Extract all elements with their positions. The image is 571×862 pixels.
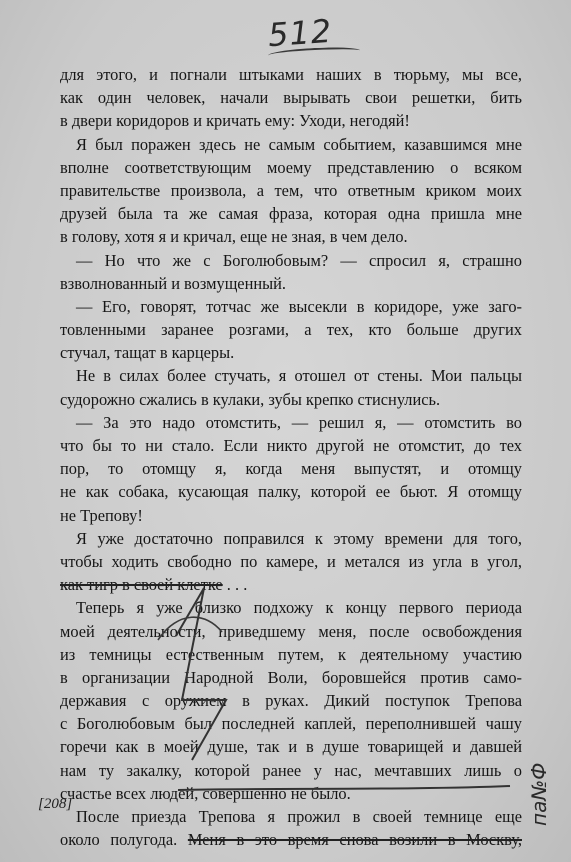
text-line: в двери коридоров и кричать ему: Уходи, негодяй! [60, 111, 410, 131]
struck-through-text: как тигр в своей клетке [60, 575, 223, 595]
text-line: стучал, тащат в карцеры. [60, 343, 235, 363]
text-line: чтобы ходить свободно по камере, и метался из угла в угол, [60, 551, 522, 571]
text-line: После приезда Трепова я прожил в своей темнице еще [76, 807, 522, 826]
handwritten-margin-note: па№Ф [527, 762, 551, 826]
text-line: взволнованный и возмущенный. [60, 273, 287, 293]
text-line: друзей была та же самая фраза, которая одна пришла мне [60, 204, 522, 224]
text-line: товленными заранее розгами, а тех, кто больше других [60, 320, 522, 340]
text-line: в голову, хотя я и кричал, еще не зная, в чем дело. [60, 227, 408, 247]
printed-page-number: [208] [38, 796, 73, 812]
text-line: — За это надо отомстить, — решил я, — отомстить во [76, 412, 522, 432]
text-line-rest: . . . [222, 575, 248, 595]
text-line: из темницы естественным путем, к деятельному участию [60, 644, 522, 664]
text-line: счастье всех людей, совершенно не было. [60, 783, 351, 803]
text-line: в организации Народной Воли, боровшейся против само- [60, 667, 522, 687]
text-line: — Его, говорят, тотчас же высекли в коридоре, уже заго- [76, 296, 522, 316]
text-line: с Боголюбовым был последней каплей, переполнившей чашу [60, 714, 522, 734]
struck-through-text: Меня в это время снова возили в Москву, [187, 830, 522, 850]
text-line [60, 828, 522, 851]
text-line: нам ту закалку, которой ранее у нас, мечтавших лишь о [60, 760, 522, 780]
text-line: Я был поражен здесь не самым событием, казавшимся мне [76, 134, 522, 154]
text-line: не как собака, кусающая палку, которой ее бьют. Я отомщу [60, 482, 522, 502]
text-line: — Но что же с Боголюбовым? — спросил я, страшно [76, 250, 522, 270]
text-line: правительстве произвола, а тем, что ответным криком моих [60, 180, 522, 200]
text-line: моей деятельности, приведшему меня, после освобождения [60, 621, 522, 641]
text-line: не Трепову! [60, 505, 143, 525]
text-line: державия с оружием в руках. Дикий поступок Трепова [60, 691, 522, 711]
text-line: Теперь я уже близко подхожу к концу первого периода [76, 598, 522, 618]
text-line: Я уже достаточно поправился к этому времени для того, [76, 528, 522, 548]
text-line [60, 573, 522, 596]
text-line: горечи как в моей душе, так и в душе товарищей и давшей [60, 737, 522, 757]
text-line: для этого, и погнали штыками наших в тюрьму, мы все, [60, 65, 522, 84]
text-line: Не в силах более стучать, я отошел от стены. Мои пальцы [76, 366, 522, 386]
text-line: вполне соответствующим моему представлению о всяком [60, 157, 522, 177]
text-line-plain: около полугода. [60, 830, 188, 850]
text-line: как один человек, начали вырывать свои решетки, бить [60, 88, 522, 108]
text-line: судорожно сжались в кулаки, зубы крепко стиснулись. [60, 389, 441, 409]
text-line: пор, то отомщу я, когда меня выпустят, и отомщу [60, 459, 522, 479]
body-text [60, 63, 522, 851]
text-line: что бы то ни стало. Если никто другой не отомстит, до тех [60, 436, 522, 455]
handwritten-page-number: 512 [266, 11, 334, 55]
